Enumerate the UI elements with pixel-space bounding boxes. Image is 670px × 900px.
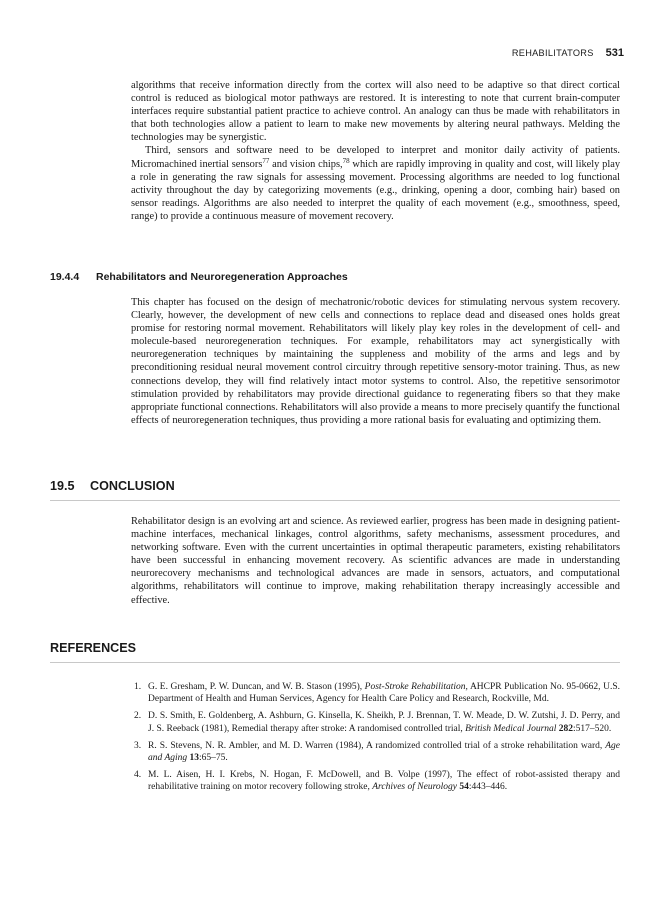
intro-paragraph-2 xyxy=(131,144,620,223)
reference-source: British Medical Journal xyxy=(465,723,557,734)
reference-volume: 13 xyxy=(187,753,200,764)
reference-item xyxy=(131,681,620,705)
intro-paragraph-2-part-a: Third, sensors and software need to be developed to interpret and monitor daily activity of patients. Micromachined inertial sensors xyxy=(131,145,620,170)
reference-source: Archives of Neurology xyxy=(372,782,458,793)
intro-text xyxy=(131,79,620,223)
reference-volume: 54 xyxy=(457,782,469,793)
subsection-title: Rehabilitators and Neuroregeneration Approaches xyxy=(96,271,348,283)
intro-paragraph-2-part-c: which are rapidly improving in quality and cost, will likely play a role in generating the raw signals for assessing movement. Processing algorithms are needed to log functional activity throughout the day by categorizing movements (e.g., drinking, opening a door, combing hair) based on sensor readings. Algorithms are also needed to interpret the quality of each movement (e.g., smoothness, speed, range) to provide a continuous measure of movement recovery. xyxy=(131,158,621,222)
reference-details: :443–446. xyxy=(468,782,508,793)
reference-authors: D. S. Smith, E. Goldenberg, A. Ashburn, G. Kinsella, K. Sheikh, P. J. Brennan, T. W. Meade, D. W. Zutshi, J. D. Perry, and J. S. Reeback (1981), Remedial therapy after stroke: A randomised controlled trial, xyxy=(148,711,620,734)
subsection-paragraph: This chapter has focused on the design of mechatronic/robotic devices for stimulating nervous system recovery. Clearly, however, the development of new cells and connections to replace dead and diseased ones holds great promise for restoring normal movement. Rehabilitators will likely play key roles in the development of cell- and molecule-based neuroregeneration techniques. For example, rehabilitators may act synergistically with neuroregeneration techniques by maintaining the suppleness and mobility of the arms and legs and by preconditioning residual neural movement control circuitry through repetitive sensory-motor training. Thus, as new connections develop, they will find relatively intact motor systems to control. Also, the repetitive sensorimotor stimulation provided by rehabilitators may provide directional guidance to regenerating fibers so that they make appropriate functional connections. Rehabilitators will also provide a means to more precisely quantify the functional effects of neuroregeneration techniques, thus providing a more rational basis for evaluating and optimizing them. xyxy=(131,297,620,426)
references-heading xyxy=(50,641,620,663)
conclusion-heading xyxy=(50,479,620,501)
reference-item xyxy=(131,710,620,734)
reference-number: 3. xyxy=(134,740,142,751)
reference-details: :517–520. xyxy=(573,723,612,734)
conclusion-paragraph: Rehabilitator design is an evolving art and science. As reviewed earlier, progress has been made in designing patient-machine interfaces, mechanical linkages, control algorithms, safety mechanisms, assessment procedures, and networking software. Even with the current uncertainties in optimal therapeutic parameters, existing rehabilitators have been successful in enhancing movement recovery. As scientific advances are made in understanding neurorecovery mechanisms and technological advances are made in sensors, actuators, and computational algorithms, rehabilitators will continue to improve, making rehabilitation therapy increasingly accessible and effective. xyxy=(131,516,620,606)
reference-source: Age and Aging xyxy=(148,740,620,764)
running-head-title: REHABILITATORS xyxy=(511,48,594,58)
reference-source: Post-Stroke Rehabilitation, xyxy=(364,682,468,692)
conclusion-number: 19.5 xyxy=(50,479,75,493)
reference-details: AHCPR Publication No. 95-0662, U.S. Department of Health and Human Services, Agency for Health Care Policy and Research, Rockville, Md. xyxy=(148,682,620,705)
reference-item xyxy=(131,740,620,764)
intro-paragraph-1: algorithms that receive information directly from the cortex will also need to be adaptive so that direct cortical control is reduced as biological motor pathways are restored. It is interesting to note that current brain-computer interfaces require substantial patient practice to achieve control. An analogy can thus be made with rehabilitators in that both technologies allow a patient to learn to make new movements by altering neural pathways. Melding the technologies may be synergistic. xyxy=(131,80,620,144)
citation-77[interactable]: 77 xyxy=(262,156,270,165)
reference-number: 4. xyxy=(134,770,142,781)
reference-authors: G. E. Gresham, P. W. Duncan, and W. B. Stason (1995), xyxy=(148,682,365,692)
page-number: 531 xyxy=(605,47,624,59)
reference-item xyxy=(131,769,620,793)
reference-details: :65–75. xyxy=(199,753,228,764)
citation-78[interactable]: 78 xyxy=(342,156,350,165)
reference-number: 1. xyxy=(134,682,142,692)
reference-volume: 282 xyxy=(556,723,574,734)
reference-authors: M. L. Aisen, H. I. Krebs, N. Hogan, F. McDowell, and B. Volpe (1997), The effect of robot-assisted therapy and rehabilitative training on motor recovery following stroke, xyxy=(148,770,620,793)
intro-paragraph-2-part-b: and vision chips, xyxy=(269,158,343,170)
references-title: REFERENCES xyxy=(50,641,137,655)
running-head xyxy=(512,47,624,59)
subsection-heading xyxy=(50,271,348,283)
reference-authors: R. S. Stevens, N. R. Ambler, and M. D. Warren (1984), A randomized controlled trial of a stroke rehabilitation ward, xyxy=(148,740,606,751)
subsection-number: 19.4.4 xyxy=(50,271,80,283)
reference-number: 2. xyxy=(134,711,142,722)
conclusion-title: CONCLUSION xyxy=(90,479,175,493)
references-list xyxy=(131,681,620,799)
subsection-text xyxy=(131,296,620,427)
conclusion-text xyxy=(131,515,620,607)
